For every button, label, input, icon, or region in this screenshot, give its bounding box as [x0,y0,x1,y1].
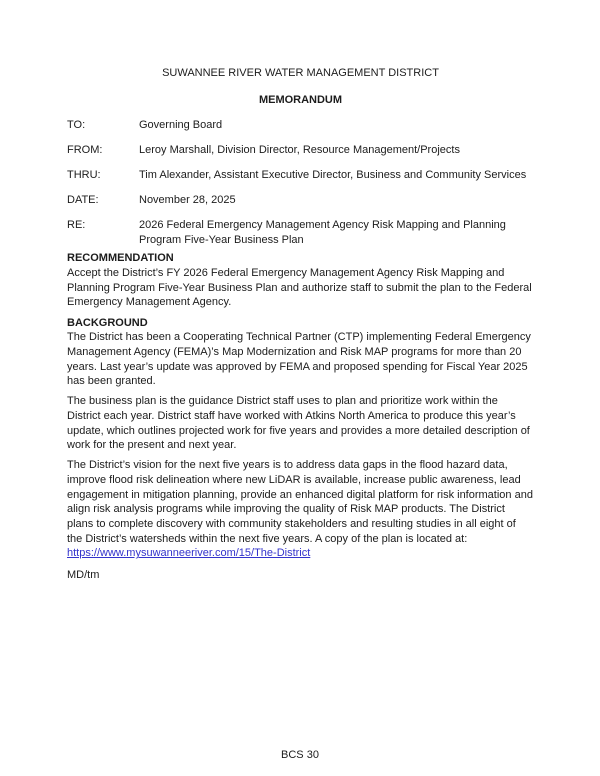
footer-page-label: BCS 30 [281,749,319,761]
recommendation-section [67,251,534,310]
field-row-thru [67,168,534,183]
recommendation-heading: RECOMMENDATION [67,252,174,265]
field-value-to: Governing Board [139,119,223,132]
memo-content [67,66,534,583]
background-paragraph-3: The District’s vision for the next five years is to address data gaps in the flood hazard data, improve flood risk delineation where new LiDAR is available, increase public awareness, lead engagement in mitigation planning, provide an enhanced digital platform for risk information and align risk analysis programs while improving the quality of Risk MAP products. The District plans to complete discovery with community stakeholders and resulting studies in all eight of the District’s watersheds within the next five years. A copy of the plan is located at: [67,459,533,545]
initials: MD/tm [67,569,100,582]
field-value-thru: Tim Alexander, Assistant Executive Director, Business and Community Services [139,169,527,182]
field-value-date: November 28, 2025 [139,194,236,207]
field-label-thru: THRU: [67,169,101,182]
plan-url-link[interactable]: https://www.mysuwanneeriver.com/15/The-District [67,547,311,560]
field-row-to [67,118,534,133]
field-value-re: 2026 Federal Emergency Management Agency Risk Mapping and Planning Program Five-Year Business Plan [139,219,506,246]
memo-header-fields [67,118,534,247]
field-row-date [67,193,534,208]
field-row-re [67,218,534,247]
field-label-date: DATE: [67,194,99,207]
background-paragraph-2: The business plan is the guidance District staff uses to plan and prioritize work within the District each year. District staff have worked with Atkins North America to produce this year’s update, which outlines projected work for five years and provides a more detailed description of work for the present and next year. [67,395,530,452]
field-label-from: FROM: [67,144,103,157]
memorandum-heading: MEMORANDUM [258,93,343,106]
background-section [67,316,534,562]
field-label-re: RE: [67,219,86,232]
field-row-from [67,143,534,158]
background-paragraph-1: The District has been a Cooperating Technical Partner (CTP) implementing Federal Emergency Management Agency (FEMA)’s Map Modernization and Risk MAP programs for more than 20 years. Last year’s update was approved by FEMA and proposed spending for Fiscal Year 2025 has been granted. [67,331,531,388]
field-value-from: Leroy Marshall, Division Director, Resource Management/Projects [139,144,460,157]
background-heading: BACKGROUND [67,316,148,329]
district-title: SUWANNEE RIVER WATER MANAGEMENT DISTRICT [162,67,439,79]
recommendation-paragraph: Accept the District’s FY 2026 Federal Emergency Management Agency Risk Mapping and Planning Program Five-Year Business Plan and authorize staff to submit the plan to the Federal Emergency Management Agency. [67,267,532,309]
field-label-to: TO: [67,119,86,132]
